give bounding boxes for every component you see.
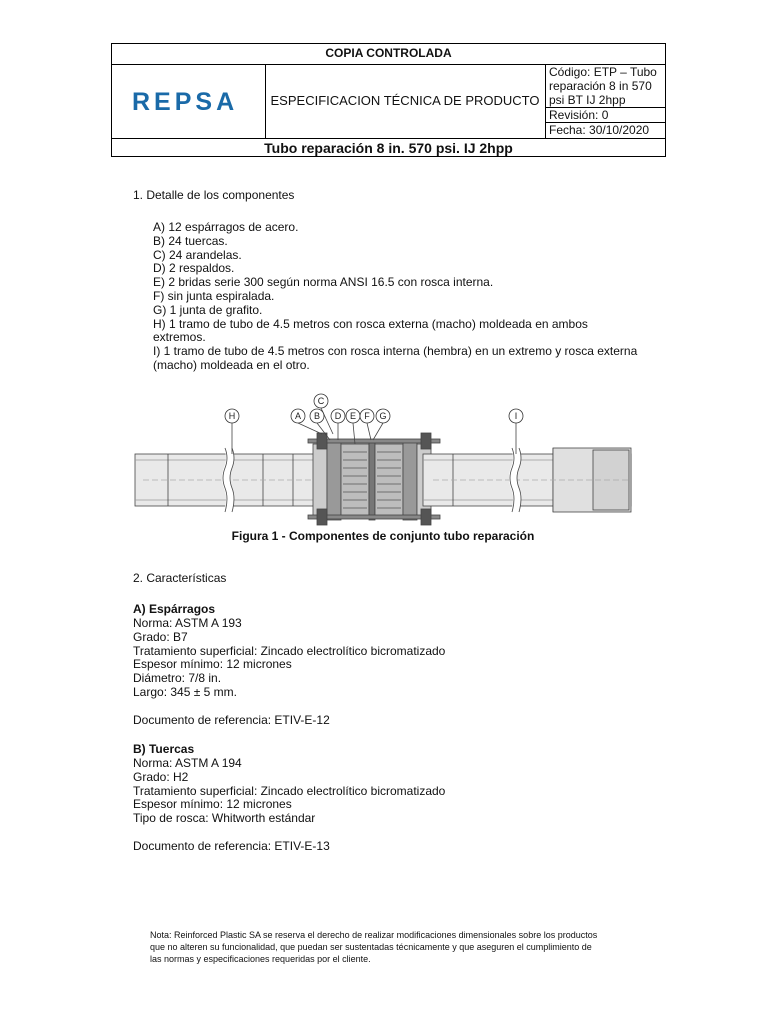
esparragos-reference: Documento de referencia: ETIV-E-12 <box>133 713 330 727</box>
logo-cell <box>112 64 266 138</box>
spec-line: Tipo de rosca: Whitworth estándar <box>133 811 316 826</box>
note-line: que no alteren su funcionalidad, que puedan ser sustentadas técnicamente y que aseguren el cumplimiento de <box>150 942 592 952</box>
list-item: (macho) moldeada en el otro. <box>153 357 310 372</box>
spec-line: Espesor mínimo: 12 micrones <box>133 657 292 672</box>
codigo-cell <box>546 64 665 108</box>
callout-label: H <box>228 411 236 421</box>
fecha: Fecha: 30/10/2020 <box>549 123 650 137</box>
spec-line: Grado: H2 <box>133 769 189 784</box>
callout-label: E <box>349 411 357 421</box>
codigo-line: psi BT IJ 2hpp <box>549 93 626 107</box>
callout-label: B <box>313 411 321 421</box>
note-line: las normas y especificaciones requeridas por el cliente. <box>150 954 371 964</box>
callout-label: C <box>317 396 325 406</box>
copia-controlada: COPIA CONTROLADA <box>112 44 665 65</box>
spec-line: Grado: B7 <box>133 629 188 644</box>
callout-label: D <box>334 411 342 421</box>
spec-title: ESPECIFICACION TÉCNICA DE PRODUCTO <box>265 64 546 138</box>
spec-line: Espesor mínimo: 12 micrones <box>133 797 292 812</box>
list-item: C) 24 arandelas. <box>153 247 242 262</box>
pipe-assembly-figure <box>133 388 633 526</box>
esparragos-title: A) Espárragos <box>133 602 216 616</box>
list-item: I) 1 tramo de tubo de 4.5 metros con rosca interna (hembra) en un extremo y rosca externa <box>153 344 638 359</box>
revision: Revisión: 0 <box>546 108 665 123</box>
list-item: extremos. <box>153 330 206 345</box>
list-item: H) 1 tramo de tubo de 4.5 metros con rosca externa (macho) moldeada en ambos <box>153 316 588 331</box>
callout-label: G <box>379 411 387 421</box>
figure-caption: Figura 1 - Componentes de conjunto tubo reparación <box>231 529 535 543</box>
tuercas-title: B) Tuercas <box>133 742 195 756</box>
section1-title: 1. Detalle de los componentes <box>133 188 295 202</box>
spec-line: Tratamiento superficial: Zincado electrolítico bicromatizado <box>133 643 446 658</box>
header-table <box>111 43 666 157</box>
footer-note <box>150 929 620 965</box>
callout-label: A <box>294 411 302 421</box>
callout-label: F <box>364 411 370 421</box>
spec-line: Diámetro: 7/8 in. <box>133 671 222 686</box>
doc-meta <box>546 64 665 138</box>
spec-line: Norma: ASTM A 193 <box>133 616 242 630</box>
list-item: F) sin junta espiralada. <box>153 288 275 303</box>
esparragos-specs <box>133 617 445 700</box>
list-item: B) 24 tuercas. <box>153 233 228 248</box>
list-item: E) 2 bridas serie 300 según norma ANSI 16.5 con rosca interna. <box>153 275 494 290</box>
callout-label: I <box>514 411 518 421</box>
product-title: Tubo reparación 8 in. 570 psi. IJ 2hpp <box>112 138 665 157</box>
spec-line: Norma: ASTM A 194 <box>133 756 242 770</box>
list-item: G) 1 junta de grafito. <box>153 302 263 317</box>
note-line: Nota: Reinforced Plastic SA se reserva el derecho de realizar modificaciones dimensionales sobre los productos <box>150 930 598 940</box>
tuercas-specs <box>133 757 445 826</box>
component-list <box>153 221 637 373</box>
section2-title: 2. Características <box>133 571 227 585</box>
tuercas-reference: Documento de referencia: ETIV-E-13 <box>133 839 330 853</box>
list-item: A) 12 espárragos de acero. <box>153 220 299 234</box>
company-logo: REPSA <box>132 88 239 116</box>
spec-line: Tratamiento superficial: Zincado electrolítico bicromatizado <box>133 783 446 798</box>
codigo-line: Código: ETP – Tubo <box>549 65 657 79</box>
codigo-line: reparación 8 in 570 <box>549 79 652 93</box>
spec-line: Largo: 345 ± 5 mm. <box>133 684 237 699</box>
list-item: D) 2 respaldos. <box>153 261 235 276</box>
